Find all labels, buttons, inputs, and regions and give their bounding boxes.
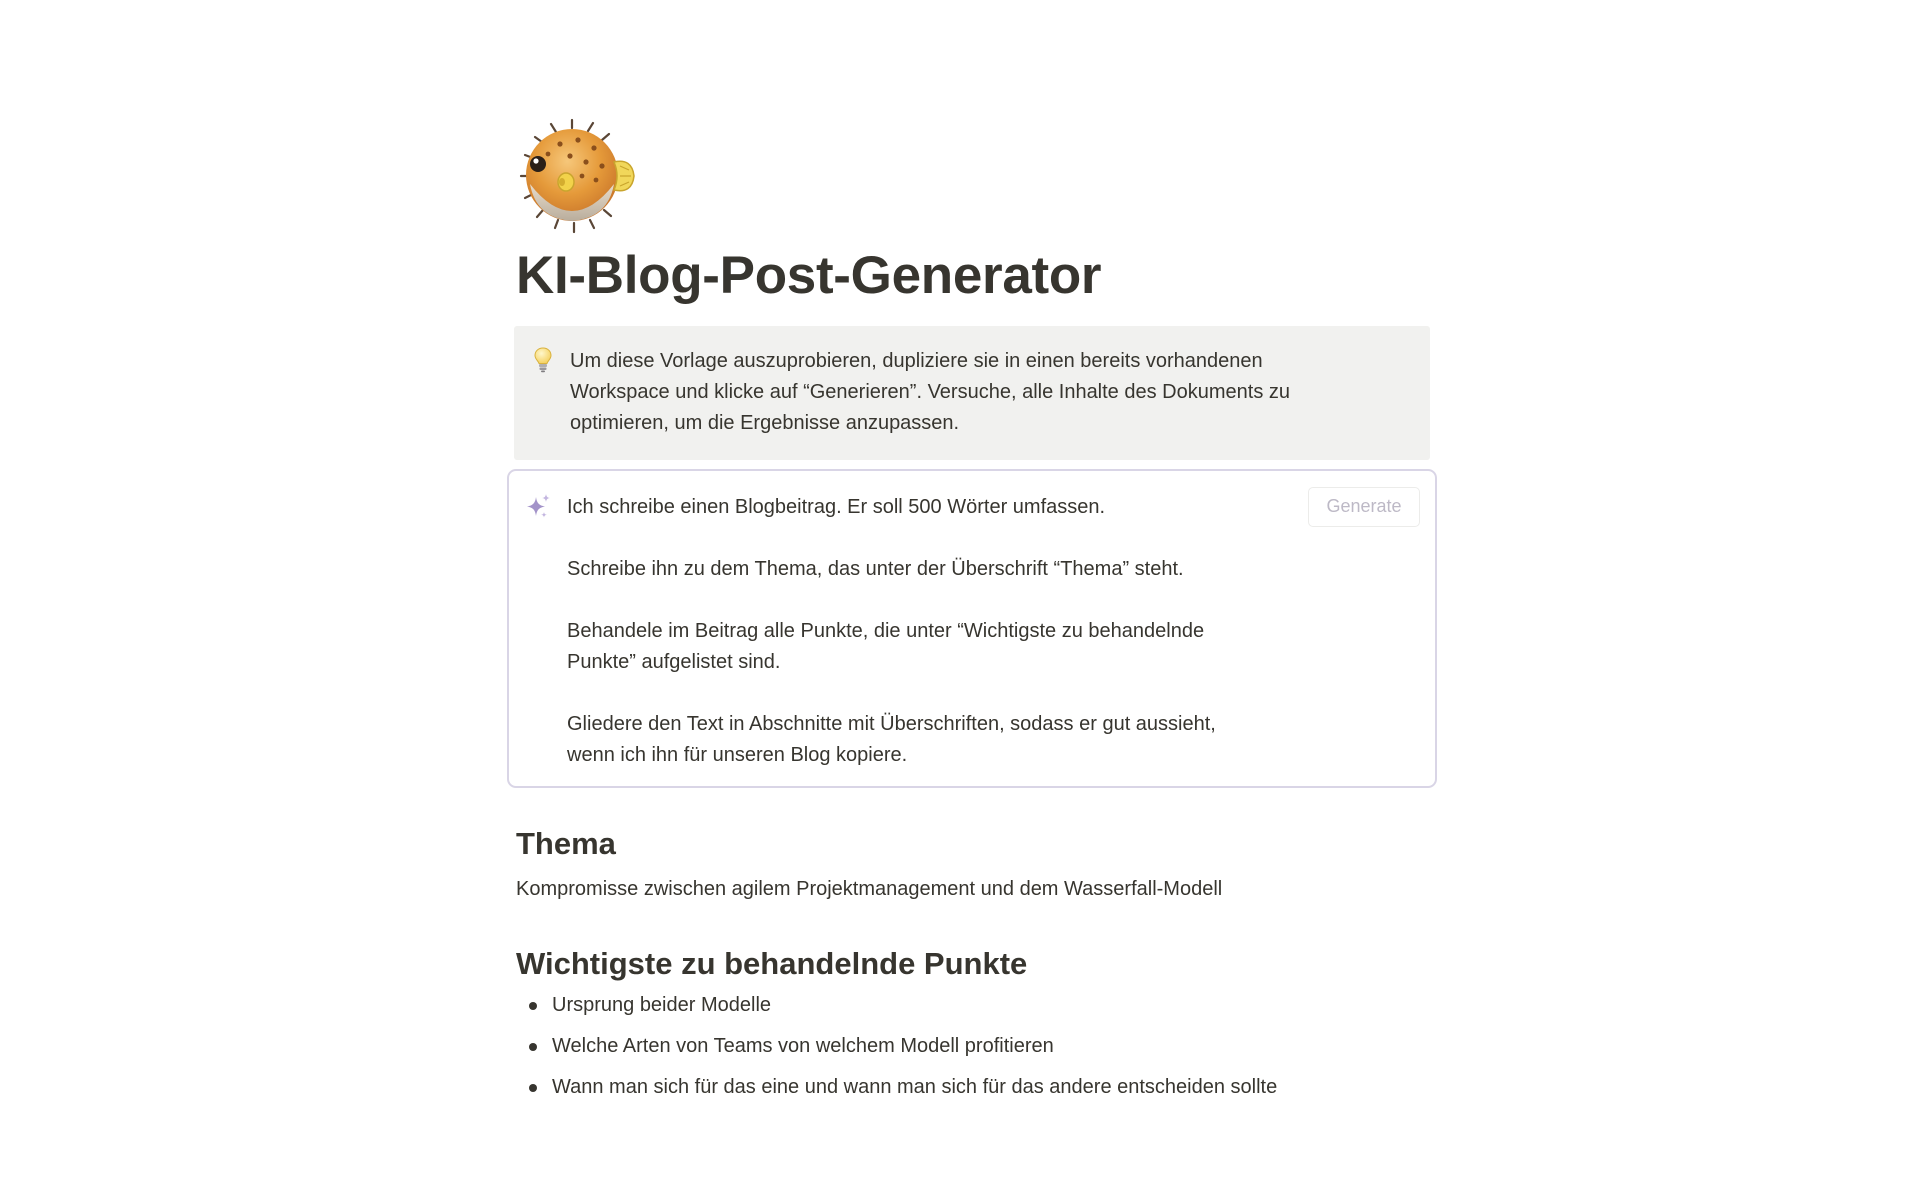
prompt-line: Behandele im Beitrag alle Punkte, die unter “Wichtigste zu behandelnde [567,619,1205,642]
sparkle-icon [524,492,552,522]
bullet-dot [529,1002,537,1010]
list-item-text: Wann man sich für das eine und wann man sich für das andere entscheiden sollte [552,1076,1278,1099]
prompt-paragraph [567,492,1307,523]
generate-button[interactable]: Generate [1308,487,1420,527]
list-item-text: Ursprung beider Modelle [552,994,772,1017]
callout-block[interactable] [514,326,1430,460]
prompt-paragraph [567,616,1307,678]
blowfish-icon[interactable] [516,118,640,236]
thema-heading[interactable]: Thema [516,825,616,861]
bullet-dot [529,1043,537,1051]
points-heading[interactable]: Wichtigste zu behandelnde Punkte [516,945,1028,981]
prompt-line: wenn ich ihn für unseren Blog kopiere. [567,743,908,766]
prompt-line: Ich schreibe einen Blogbeitrag. Er soll 500 Wörter umfassen. [567,495,1106,518]
bullet-dot [529,1084,537,1092]
list-item-text: Welche Arten von Teams von welchem Modell profitieren [552,1035,1054,1058]
ai-generate-block[interactable] [507,469,1437,788]
callout-line: optimieren, um die Ergebnisse anzupassen. [570,411,960,434]
callout-icon-wrap [534,346,570,439]
list-item[interactable] [516,990,1428,1021]
list-item[interactable] [516,1072,1428,1103]
page-content [516,118,1428,1113]
lightbulb-icon[interactable] [534,347,552,373]
thema-text[interactable]: Kompromisse zwischen agilem Projektmanagement und dem Wasserfall-Modell [516,877,1223,900]
prompt-line: Schreibe ihn zu dem Thema, das unter der Überschrift “Thema” steht. [567,557,1184,580]
ai-prompt[interactable] [556,492,1307,771]
prompt-paragraph [567,709,1307,771]
prompt-line: Punkte” aufgelistet sind. [567,650,781,673]
callout-text[interactable] [570,346,1290,439]
prompt-line: Gliedere den Text in Abschnitte mit Überschriften, sodass er gut aussieht, [567,712,1216,735]
callout-line: Um diese Vorlage auszuprobieren, dupliziere sie in einen bereits vorhandenen [570,349,1263,372]
list-item[interactable] [516,1031,1428,1062]
callout-line: Workspace und klicke auf “Generieren”. Versuche, alle Inhalte des Dokuments zu [570,380,1290,403]
points-list [516,990,1428,1103]
prompt-paragraph [567,554,1307,585]
page-title[interactable]: KI-Blog-Post-Generator [516,246,1102,305]
sparkle-icon-wrap [524,492,556,771]
